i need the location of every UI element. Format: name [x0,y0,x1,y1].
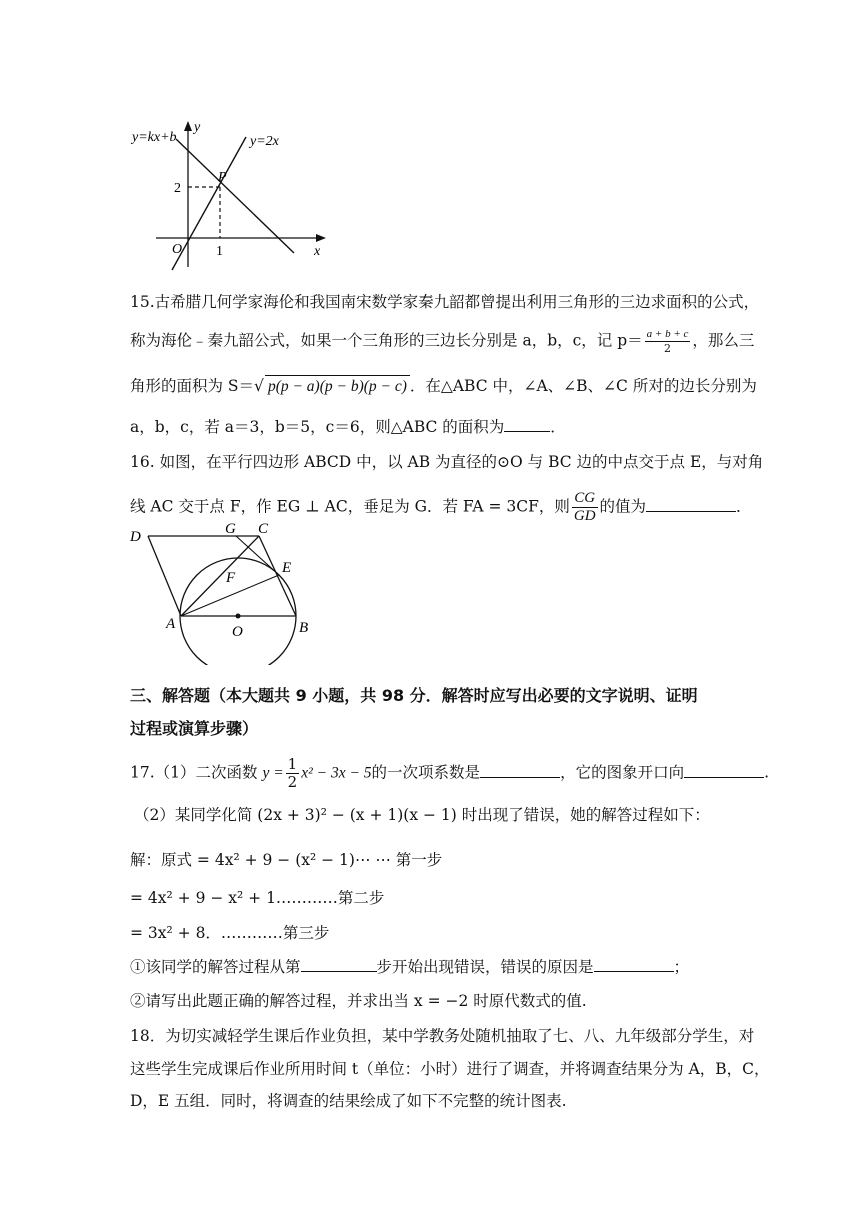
q17-step3-text: = 3x² + 8．…………第三步 [130,924,330,942]
label-x: x [314,244,321,259]
q15-text3b: ．在△ABC 中，∠A、∠B、∠C 所对的边长分别为 [409,377,757,395]
q16-text2-end: ． [736,497,752,516]
label-E: E [282,560,292,576]
q17-qa-text2: 步开始出现错误，错误的原因是 [376,958,594,976]
label-y: y [194,120,201,135]
q15-number: 15. [130,293,155,311]
label-y-kx-b: y=kx+b [132,130,177,145]
q15-text2c: ，那么三 [692,331,755,350]
diagonal-AC [181,536,259,616]
q16-answer-blank[interactable] [646,497,736,512]
label-C: C [258,521,269,537]
label-O: O [232,624,243,640]
q15-text3a: 角形的面积为 S＝ [130,377,255,395]
q17-part2 [134,804,710,826]
q17-blank-2[interactable] [684,763,764,778]
q16-text2b: 的值为 [599,497,647,516]
section-heading-line1 [130,685,698,707]
q15-sqrt-body: p(p − a)(p − b)(p − c) [265,375,410,398]
label-A: A [166,616,176,632]
q17-frac-den: 2 [287,773,298,791]
q17-question-a [130,956,689,978]
q17-p1-text-a: 17.（1）二次函数 [130,763,258,782]
q15-answer-blank[interactable] [504,417,550,432]
q15-line2 [130,328,754,355]
label-F: F [226,570,236,586]
section-heading-text2: 过程或演算步骤） [130,719,259,738]
q16-frac-num: CG [572,490,598,508]
q17-fraction [286,756,300,791]
q17-question-b [130,990,587,1012]
q16-frac-den: GD [573,508,596,524]
q15-text4: a，b，c，若 a＝3，b＝5，c＝6，则△ABC 的面积为 [130,418,505,436]
q17-p1-text-b: 的一次项系数是 [371,763,481,782]
segment-EG [236,536,279,575]
center-point-O [236,614,241,619]
label-P: P [218,170,227,185]
label-O: O [172,242,183,257]
q17-blank-reason[interactable] [594,957,674,972]
x-axis-arrow [316,234,326,242]
q15-line3 [130,375,757,398]
q15-line4 [130,416,566,438]
q17-step3 [130,922,329,944]
q17-blank-1[interactable] [480,763,560,778]
q16-fraction [572,490,598,525]
q18-text1: 18．为切实减轻学生课后作业负担，某中学教务处随机抽取了七、八、九年级部分学生，对 [130,1027,755,1045]
q15-text1: 古希腊几何学家海伦和我国南宋数学家秦九韶都曾提出利用三角形的三边求面积的公式， [154,293,760,311]
label-2: 2 [174,181,181,196]
q15-text2b: a，b，c，记 p＝ [522,331,643,350]
figure-q16-geometry [126,515,326,665]
y-axis-arrow [184,121,192,131]
q18-line2 [130,1058,770,1080]
side-DA [148,536,181,616]
q15-text4-end: ． [550,418,566,436]
q15-frac-den: 2 [664,342,672,355]
q17-step2-text: = 4x² + 9 − x² + 1…………第二步 [130,889,385,907]
q18-line3 [130,1090,567,1112]
q17-step2 [130,887,384,909]
label-1: 1 [216,244,223,259]
section-heading-text1: 三、解答题（本大题共 9 小题，共 98 分．解答时应写出必要的文字说明、证明 [130,686,698,705]
label-y-2x: y=2x [250,134,279,149]
q15-frac-num: a + b + c [646,328,689,340]
q17-step1 [130,849,442,871]
q17-p1-text-c: ，它的图象开口向 [560,763,685,782]
q18-line1 [130,1025,754,1047]
q17-qa-end: ； [673,958,690,976]
q17-formula-b: x² − 3x − 5 [301,764,372,782]
q17-qb-text: ②请写出此题正确的解答过程，并求出当 x = −2 时原代数式的值. [130,992,587,1010]
q17-part1 [130,756,769,791]
q16-line1 [130,451,763,473]
sqrt-symbol: √ [254,377,264,395]
q15-line1 [130,291,759,313]
q16-number: 16. [130,453,155,471]
q17-step1-text: 解：原式 = 4x² + 9 − (x² − 1)⋯ ⋯ 第一步 [130,851,443,869]
q18-text3: D，E 五组．同时，将调查的结果绘成了如下不完整的统计图表. [130,1092,567,1110]
q18-text2: 这些学生完成课后作业所用时间 t（单位：小时）进行了调查，并将调查结果分为 A，B，C， [130,1060,770,1078]
label-G: G [225,521,236,537]
q17-blank-step[interactable] [301,957,377,972]
q17-qa-text1: ①该同学的解答过程从第 [130,958,301,976]
q17-p1-end: . [764,763,770,782]
q17-p2-text: （2）某同学化简 (2x + 3)² − (x + 1)(x − 1) 时出现了错误，她的解答过程如下： [134,806,710,824]
q16-text1: 如图，在平行四边形 ABCD 中，以 AB 为直径的⊙O 与 BC 边的中点交于点 E，与对角 [159,453,764,471]
q15-text2a: 称为海伦﹣秦九韶公式，如果一个三角形的三边长分别是 [130,331,518,350]
line-y-2x [172,137,246,270]
q16-text2a: 线 AC 交于点 F，作 EG ⊥ AC，垂足为 G．若 FA = 3CF，则 [130,497,570,516]
label-B: B [299,620,309,636]
q17-formula-a: y = [262,764,284,782]
label-D: D [130,529,141,545]
q15-fraction-p [645,328,691,355]
q17-frac-num: 1 [287,755,298,773]
section-heading-line2 [130,718,258,740]
figure-q15-graph [128,115,338,275]
